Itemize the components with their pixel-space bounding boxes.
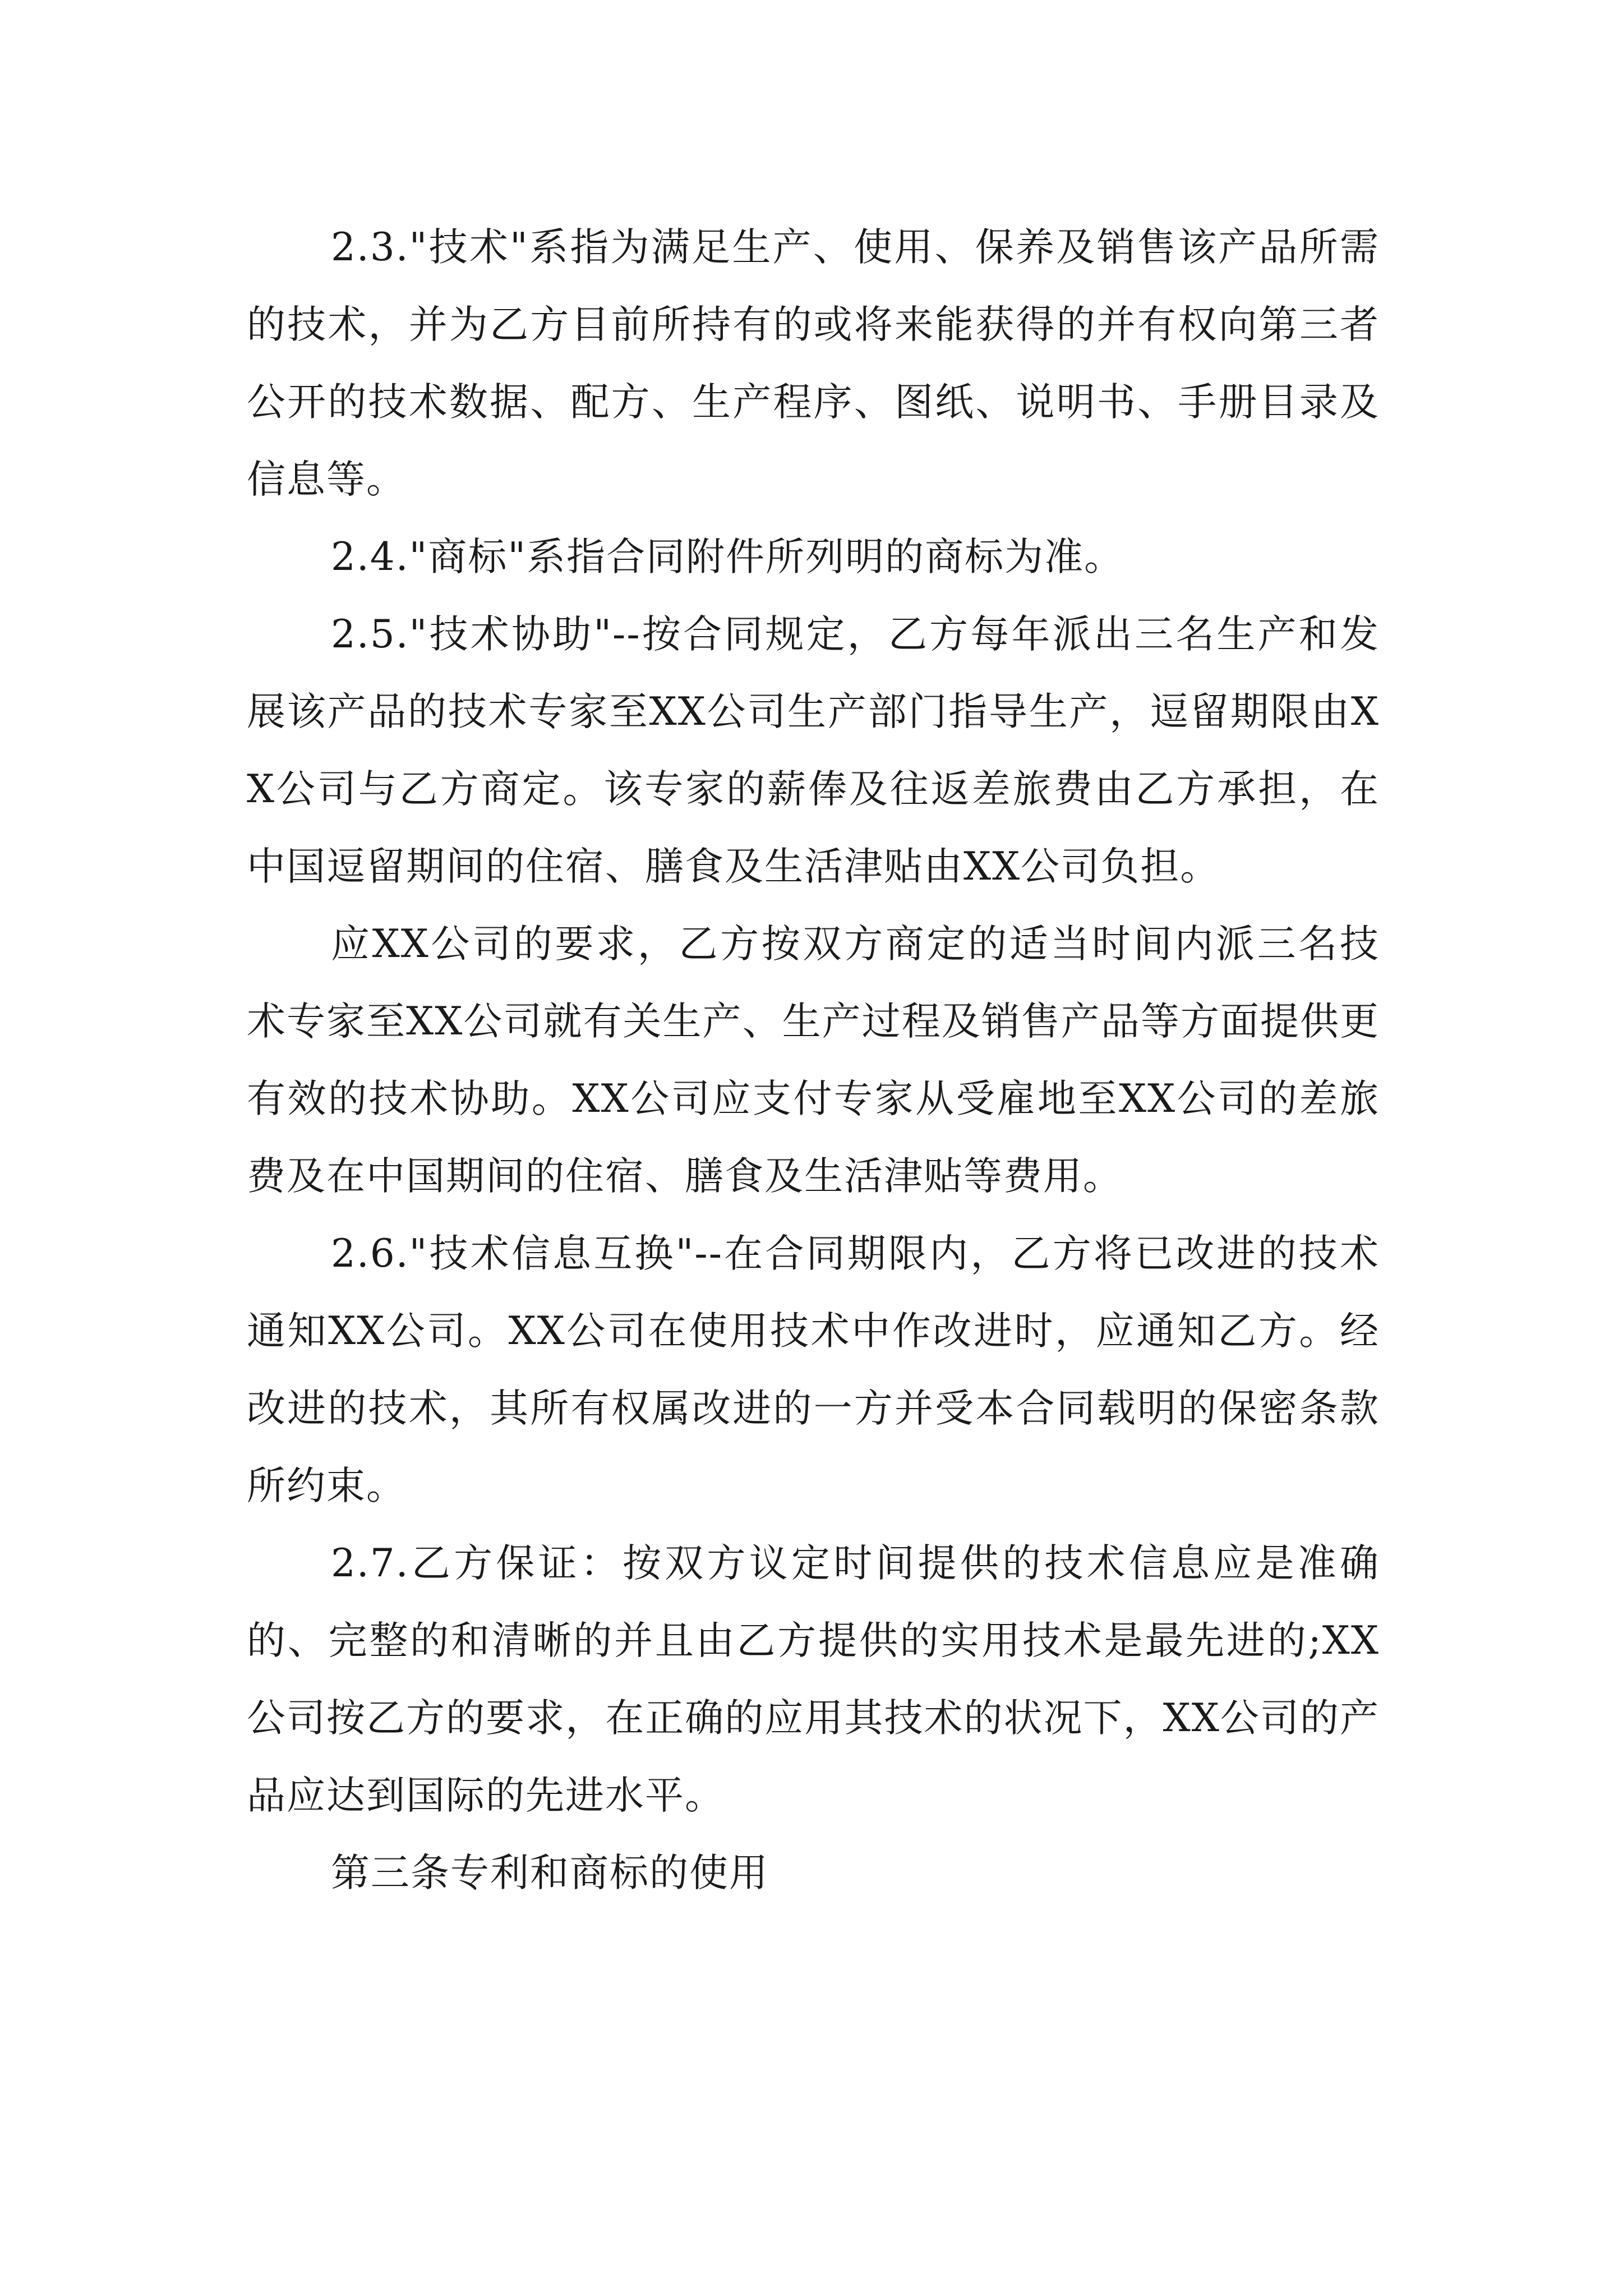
- paragraph-2-5-technical-assistance: 2.5."技术协助"--按合同规定，乙方每年派出三名生产和发展该产品的技术专家至XX公司生产部门指导生产，逗留期限由XX公司与乙方商定。该专家的薪俸及往返差旅费由乙方承担，在中国逗留期间的住宿、膳食及生活津贴由XX公司负担。: [247, 612, 1380, 889]
- paragraph-2-7-party-b-guarantee: 2.7.乙方保证：按双方议定时间提供的技术信息应是准确的、完整的和清晰的并且由乙方提供的实用技术是最先进的;XX公司按乙方的要求，在正确的应用其技术的状况下，XX公司的产品应达到国际的先进水平。: [247, 1541, 1380, 1818]
- document-body: [247, 209, 1380, 1912]
- section-3-heading: 第三条专利和商标的使用: [331, 1851, 769, 1895]
- paragraph-2-4-trademark-definition: 2.4."商标"系指合同附件所列明的商标为准。: [331, 535, 1124, 579]
- paragraph-technical-assistance-request: 应XX公司的要求，乙方按双方商定的适当时间内派三名技术专家至XX公司就有关生产、生产过程及销售产品等方面提供更有效的技术协助。XX公司应支付专家从受雇地至XX公司的差旅费及在中国期间的住宿、膳食及生活津贴等费用。: [247, 922, 1380, 1199]
- paragraph-2-3-technology-definition: 2.3."技术"系指为满足生产、使用、保养及销售该产品所需的技术，并为乙方目前所持有的或将来能获得的并有权向第三者公开的技术数据、配方、生产程序、图纸、说明书、手册目录及信息等。: [247, 225, 1380, 502]
- paragraph-2-6-information-exchange: 2.6."技术信息互换"--在合同期限内，乙方将已改进的技术通知XX公司。XX公司在使用技术中作改进时，应通知乙方。经改进的技术，其所有权属改进的一方并受本合同载明的保密条款所约束。: [247, 1231, 1380, 1508]
